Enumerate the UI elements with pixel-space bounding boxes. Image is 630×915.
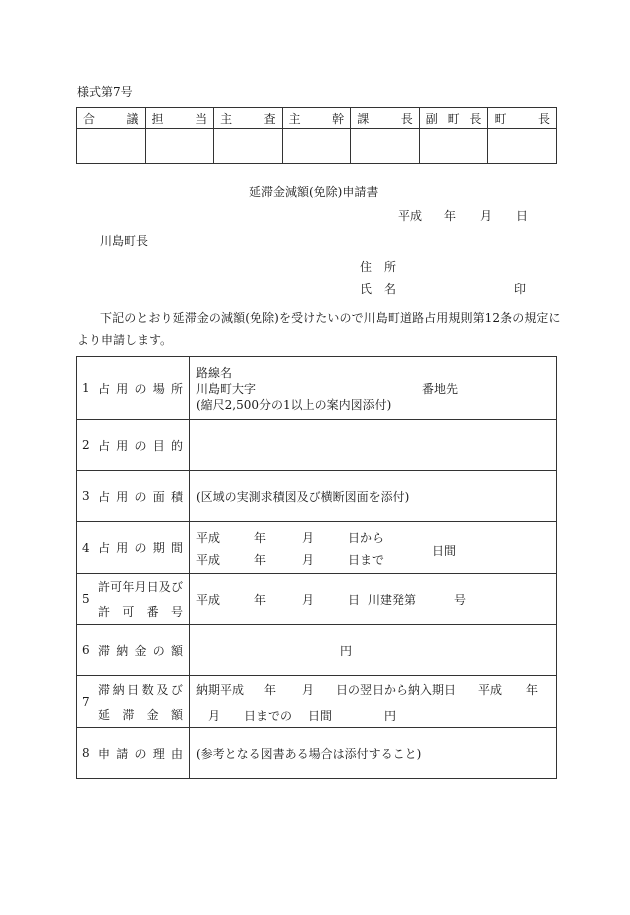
label-char: 額 bbox=[170, 707, 183, 722]
label-char: 延 bbox=[98, 707, 111, 722]
label-char: 日 bbox=[127, 682, 140, 697]
label-char: 番 bbox=[146, 605, 159, 619]
period-from-year: 年 bbox=[253, 530, 266, 545]
label-char: 間 bbox=[170, 541, 183, 555]
route-name-label: 路線名 bbox=[195, 366, 232, 380]
late-d: 日の翌日から納入期日 bbox=[335, 682, 456, 697]
label-char: の bbox=[134, 438, 147, 453]
label-char: 占 bbox=[98, 438, 111, 453]
approval-header-char: 主 bbox=[220, 111, 233, 126]
label-char: 可 bbox=[110, 580, 123, 594]
label-char: 場 bbox=[152, 381, 165, 396]
approval-stamp-box[interactable] bbox=[419, 129, 488, 164]
late-e: 平成 bbox=[477, 682, 502, 697]
row-area bbox=[77, 471, 557, 522]
permit-year: 年 bbox=[253, 593, 266, 607]
label-char: 期 bbox=[152, 541, 165, 555]
approval-stamp-box[interactable] bbox=[77, 129, 146, 164]
row-number: 7 bbox=[82, 694, 90, 709]
approval-header-char: 長 bbox=[400, 111, 413, 126]
row-label bbox=[98, 642, 189, 659]
period-to-month: 月 bbox=[301, 552, 314, 567]
date-month: 月 bbox=[480, 209, 493, 223]
approval-header-char: 査 bbox=[263, 111, 276, 126]
approval-header-char: 長 bbox=[469, 111, 482, 126]
period-from-era: 平成 bbox=[195, 530, 220, 545]
approval-header-char: 副 bbox=[425, 111, 438, 126]
area-note: (区域の実測求積図及び横断図面を添付) bbox=[189, 471, 556, 522]
row-label bbox=[98, 745, 189, 762]
label-char: 占 bbox=[98, 541, 111, 555]
label-char: 所 bbox=[170, 381, 183, 396]
approval-stamp-box[interactable] bbox=[145, 129, 214, 164]
label-char: の bbox=[134, 746, 147, 761]
district-label: 川島町大字 bbox=[195, 382, 256, 396]
label-char: 占 bbox=[98, 381, 111, 396]
label-char: 由 bbox=[170, 746, 183, 761]
approval-stamp-table bbox=[76, 107, 557, 164]
row-number: 2 bbox=[82, 438, 90, 452]
row-number: 8 bbox=[82, 746, 90, 760]
approval-header-char: 課 bbox=[357, 111, 370, 126]
period-days: 日間 bbox=[431, 543, 456, 558]
label-char: 及 bbox=[156, 682, 169, 697]
permit-month: 月 bbox=[301, 593, 314, 607]
label-char: 用 bbox=[116, 489, 129, 504]
name-label: 氏 名 bbox=[360, 282, 397, 296]
label-char: 用 bbox=[116, 438, 129, 453]
late-g: 月 bbox=[207, 708, 220, 723]
row-label bbox=[98, 437, 189, 454]
form-number: 様式第7号 bbox=[77, 85, 133, 99]
label-char: 号 bbox=[170, 605, 183, 619]
row-label bbox=[98, 488, 189, 505]
row-number: 1 bbox=[82, 381, 90, 395]
late-h: 日までの bbox=[243, 708, 292, 723]
approval-header-cell bbox=[214, 108, 283, 129]
period-to-day: 日まで bbox=[347, 552, 384, 567]
label-char: 許 bbox=[98, 605, 111, 619]
application-table bbox=[76, 356, 557, 779]
label-char: 的 bbox=[170, 438, 183, 453]
late-a: 納期平成 bbox=[195, 682, 244, 697]
map-note: (縮尺2,500分の1以上の案内図添付) bbox=[195, 398, 392, 412]
seal-mark: 印 bbox=[514, 282, 527, 296]
approval-header-char: 合 bbox=[83, 111, 96, 126]
late-b: 年 bbox=[263, 682, 276, 697]
label-char: 滞 bbox=[98, 682, 111, 697]
arrears-yen: 円 bbox=[339, 644, 352, 658]
row-arrears bbox=[77, 625, 557, 676]
permit-day: 日 bbox=[347, 593, 360, 607]
label-char: 額 bbox=[170, 643, 183, 658]
label-char: 許 bbox=[98, 580, 111, 594]
permit-era: 平成 bbox=[195, 593, 220, 607]
approval-header-cell bbox=[419, 108, 488, 129]
label-char: 目 bbox=[152, 438, 165, 453]
row-label bbox=[98, 380, 189, 397]
label-char: 用 bbox=[116, 541, 129, 555]
approval-stamp-box[interactable] bbox=[282, 129, 351, 164]
period-to-era: 平成 bbox=[195, 552, 220, 567]
approval-header-char: 主 bbox=[288, 111, 301, 126]
permit-prefix: 川建発第 bbox=[367, 593, 416, 607]
row-purpose bbox=[77, 420, 557, 471]
label-char: 金 bbox=[146, 707, 159, 722]
row-number: 6 bbox=[82, 643, 90, 657]
label-char: 滞 bbox=[98, 643, 111, 658]
approval-stamp-box[interactable] bbox=[351, 129, 420, 164]
period-from-day: 日から bbox=[347, 530, 384, 545]
date-day: 日 bbox=[516, 209, 529, 223]
row-number: 4 bbox=[82, 540, 90, 555]
label-char: 積 bbox=[170, 489, 183, 504]
label-char: 日 bbox=[146, 580, 159, 594]
lot-label: 番地先 bbox=[421, 382, 458, 396]
label-char: 数 bbox=[141, 682, 154, 697]
approval-header-cell bbox=[145, 108, 214, 129]
date-year: 年 bbox=[444, 209, 457, 223]
document-title: 延滞金減額(免除)申請書 bbox=[249, 185, 379, 199]
label-char: の bbox=[152, 643, 165, 658]
approval-header-char: 担 bbox=[151, 111, 164, 126]
late-c: 月 bbox=[301, 682, 314, 697]
approval-stamp-box[interactable] bbox=[488, 129, 557, 164]
approval-header-char: 町 bbox=[447, 111, 460, 126]
row-late-charge bbox=[77, 676, 557, 728]
approval-header-char: 議 bbox=[126, 111, 139, 126]
row-number: 5 bbox=[82, 592, 90, 606]
reason-note: (参考となる図書ある場合は添付すること) bbox=[189, 728, 556, 779]
row-reason bbox=[77, 728, 557, 779]
row-label bbox=[98, 539, 189, 556]
approval-header-char: 長 bbox=[537, 111, 550, 126]
late-f: 年 bbox=[525, 682, 538, 697]
row-permit bbox=[77, 574, 557, 625]
approval-header-cell bbox=[488, 108, 557, 129]
approval-header-cell bbox=[77, 108, 146, 129]
label-char: 請 bbox=[116, 746, 129, 761]
label-char: の bbox=[134, 541, 147, 555]
address-label: 住 所 bbox=[360, 260, 397, 274]
late-j: 円 bbox=[383, 708, 396, 723]
label-char: 申 bbox=[98, 746, 111, 761]
permit-number: 号 bbox=[453, 593, 466, 607]
approval-header-char: 幹 bbox=[332, 111, 345, 126]
label-char: 理 bbox=[152, 746, 165, 761]
period-to-year: 年 bbox=[253, 552, 266, 567]
row-location bbox=[77, 357, 557, 420]
label-char: 金 bbox=[134, 643, 147, 658]
approval-header-char: 町 bbox=[494, 111, 507, 126]
label-char: 月 bbox=[134, 580, 147, 594]
label-char: の bbox=[134, 489, 147, 504]
late-i: 日間 bbox=[307, 708, 332, 723]
approval-header-cell bbox=[351, 108, 420, 129]
period-from-month: 月 bbox=[301, 530, 314, 545]
row-period bbox=[77, 522, 557, 574]
label-char: 及 bbox=[158, 580, 171, 594]
label-char: び bbox=[170, 682, 183, 697]
label-char: 面 bbox=[152, 489, 165, 504]
label-char: 可 bbox=[122, 605, 135, 619]
purpose-value bbox=[189, 420, 556, 471]
addressee: 川島町長 bbox=[100, 234, 149, 248]
row-number: 3 bbox=[82, 489, 90, 503]
label-char: 納 bbox=[116, 643, 129, 658]
label-char: 納 bbox=[112, 682, 125, 697]
label-char: 滞 bbox=[122, 707, 135, 722]
intro-line-2: より申請します。 bbox=[77, 333, 173, 347]
label-char: 用 bbox=[116, 381, 129, 396]
label-char: び bbox=[170, 580, 183, 594]
label-char: 年 bbox=[122, 580, 135, 594]
approval-stamp-box[interactable] bbox=[214, 129, 283, 164]
approval-header-cell bbox=[282, 108, 351, 129]
intro-line-1: 下記のとおり延滞金の減額(免除)を受けたいので川島町道路占用規則第12条の規定に bbox=[100, 311, 561, 325]
label-char: 占 bbox=[98, 489, 111, 504]
approval-header-char: 当 bbox=[195, 111, 208, 126]
label-char: の bbox=[134, 381, 147, 396]
date-era: 平成 bbox=[398, 209, 423, 223]
